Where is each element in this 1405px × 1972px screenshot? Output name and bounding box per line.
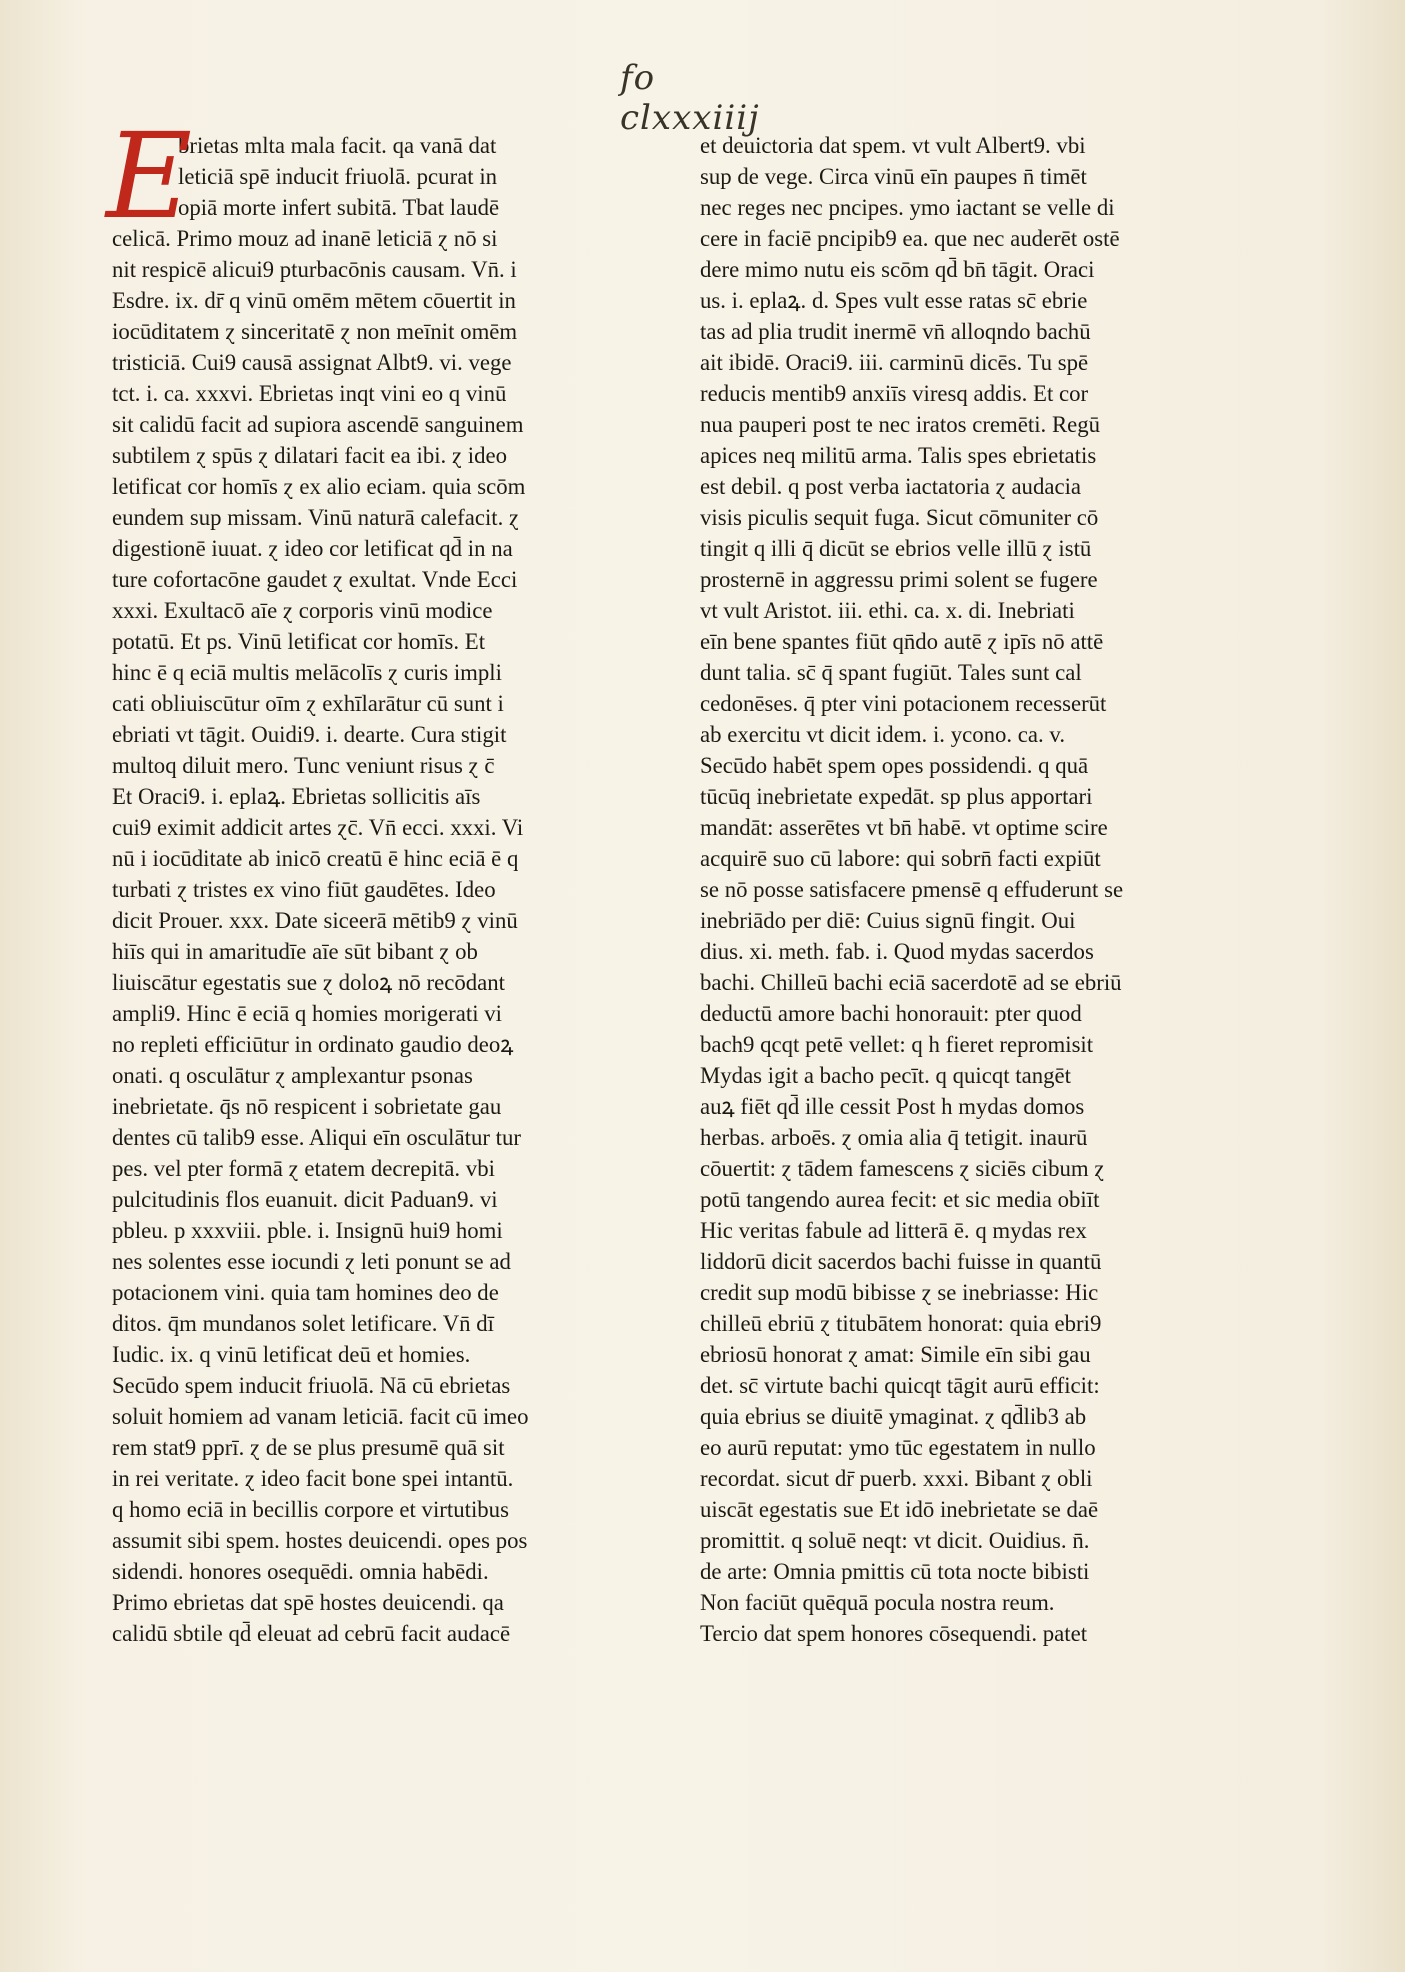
text-line: Mydas igit a bacho pecīt. q quicqt tangēt — [700, 1063, 1071, 1088]
text-line: auꝝ fiēt qd̄ ille cessit Post h mydas domos — [700, 1094, 1085, 1119]
text-line: vt vult Aristot. iii. ethi. ca. x. di. Inebriati — [700, 598, 1075, 623]
text-line: sidendi. honores osequēdi. omnia habēdi. — [112, 1559, 489, 1584]
text-line: de arte: Omnia pmittis cū tota nocte bibisti — [700, 1559, 1090, 1584]
text-line: ab exercitu vt dicit idem. i. ycono. ca. v. — [700, 722, 1066, 747]
text-line: calidū sbtile qd̄ eleuat ad cebrū facit audacē — [112, 1621, 511, 1646]
text-line: q homo eciā in becillis corpore et virtutibus — [112, 1497, 509, 1522]
text-line: onati. q osculātur ɀ amplexantur psonas — [112, 1063, 473, 1088]
text-line: prosternē in aggressu primi solent se fugere — [700, 567, 1098, 592]
text-line: cōuertit: ɀ tādem famescens ɀ siciēs cibum ɀ — [700, 1156, 1105, 1181]
text-line: celicā. Primo mouz ad inanē leticiā ɀ nō si — [112, 226, 498, 251]
text-line: visis piculis sequit fuga. Sicut cōmuniter cō — [700, 505, 1099, 530]
text-line: Secūdo spem inducit friuolā. Nā cū ebrietas — [112, 1373, 511, 1398]
text-line: Et Oraci9. i. eplaꝝ. Ebrietas sollicitis aīs — [112, 784, 481, 809]
text-line: est debil. q post verba iactatoria ɀ audacia — [700, 474, 1082, 499]
text-line: cati obliuiscūtur oīm ɀ exhīlarātur cū sunt i — [112, 691, 504, 716]
text-line: letificat cor homīs ɀ ex alio eciam. quia scōm — [112, 474, 526, 499]
text-line: Hic veritas fabule ad litterā ē. q mydas rex — [700, 1218, 1087, 1243]
text-line: deductū amore bachi honorauit: pter quod — [700, 1001, 1082, 1026]
text-line: se nō posse satisfacere pmensē q effuderunt se — [700, 877, 1124, 902]
text-line: inebriādo per diē: Cuius signū fingit. Oui — [700, 908, 1076, 933]
text-line: herbas. arboēs. ɀ omia alia q̄ tetigit. inaurū — [700, 1125, 1088, 1150]
text-line: det. sc̄ virtute bachi quicqt tāgit aurū efficit: — [700, 1373, 1100, 1398]
text-line: liuiscātur egestatis sue ɀ doloꝝ nō recōdant — [112, 970, 506, 995]
text-line: ture cofortacōne gaudet ɀ exultat. Vnde Ecci — [112, 567, 518, 592]
red-initial-letter: E — [106, 107, 193, 245]
text-line: brietas mlta mala facit. qa vanā dat — [178, 133, 497, 158]
text-line: subtilem ɀ spūs ɀ dilatari facit ea ibi. ɀ ideo — [112, 443, 508, 468]
text-line: bach9 qcqt petē vellet: q h fieret repromisit — [700, 1032, 1094, 1057]
text-line: Non faciūt quēquā pocula nostra reum. — [700, 1590, 1055, 1615]
text-line: acquirē suo cū labore: qui sobrn̄ facti expiūt — [700, 846, 1101, 871]
text-line: xxxi. Exultacō aīe ɀ corporis vinū modice — [112, 598, 493, 623]
right-text-column — [700, 130, 1180, 1649]
text-line: reducis mentib9 anxiīs viresq addis. Et cor — [700, 381, 1089, 406]
text-line: Tercio dat spem honores cōsequendi. patet — [700, 1621, 1088, 1646]
text-line: digestionē iuuat. ɀ ideo cor letificat qd̄ in na — [112, 536, 513, 561]
folio-number: fo clxxxiiij — [620, 58, 760, 138]
text-line: sup de vege. Circa vinū eīn paupes n̄ timēt — [700, 164, 1087, 189]
text-line: nit respicē alicui9 pturbacōnis causam. Vn̄. i — [112, 257, 517, 282]
text-line: tristiciā. Cui9 causā assignat Albt9. vi. vege — [112, 350, 512, 375]
text-line: dentes cū talib9 esse. Aliqui eīn osculātur tur — [112, 1125, 521, 1150]
text-line: Primo ebrietas dat spē hostes deuicendi. qa — [112, 1590, 504, 1615]
text-line: dere mimo nutu eis scōm qd̄ bn̄ tāgit. Oraci — [700, 257, 1095, 282]
text-line: ebriati vt tāgit. Ouidi9. i. dearte. Cura stigit — [112, 722, 507, 747]
text-line: ebriosū honorat ɀ amat: Simile eīn sibi gau — [700, 1342, 1091, 1367]
text-line: apices neq militū arma. Talis spes ebrietatis — [700, 443, 1097, 468]
text-line: tūcūq inebrietate expedāt. sp plus apportari — [700, 784, 1093, 809]
text-line: hinc ē q eciā multis melācolīs ɀ curis impli — [112, 660, 502, 685]
text-line: leticiā spē inducit friuolā. pcurat in — [178, 164, 498, 189]
text-line: potacionem vini. quia tam homines deo de — [112, 1280, 499, 1305]
text-line: ditos. q̄m mundanos solet letificare. Vn̄ dī — [112, 1311, 495, 1336]
text-line: tingit q illi q̄ dicūt se ebrios velle illū ɀ istū — [700, 536, 1092, 561]
text-line: us. i. eplaꝝ. d. Spes vult esse ratas sc̄ ebrie — [700, 288, 1088, 313]
text-line: nua pauperi post te nec iratos cremēti. Regū — [700, 412, 1101, 437]
text-line: ampli9. Hinc ē eciā q homies morigerati vi — [112, 1001, 502, 1026]
text-line: nū i iocūditate ab inicō creatū ē hinc eciā ē q — [112, 846, 519, 871]
text-line: soluit homiem ad vanam leticiā. facit cū imeo — [112, 1404, 529, 1429]
text-line: pes. vel pter formā ɀ etatem decrepitā. vbi — [112, 1156, 495, 1181]
text-line: nec reges nec pncipes. ymo iactant se velle di — [700, 195, 1115, 220]
text-line: eo aurū reputat: ymo tūc egestatem in nullo — [700, 1435, 1096, 1460]
text-line: tct. i. ca. xxxvi. Ebrietas inqt vini eo q vinū — [112, 381, 507, 406]
text-line: dunt talia. sc̄ q̄ spant fugiūt. Tales sunt cal — [700, 660, 1082, 685]
text-line: rem stat9 pprī. ɀ de se plus presumē quā sit — [112, 1435, 505, 1460]
text-line: nes solentes esse iocundi ɀ leti ponunt se ad — [112, 1249, 511, 1274]
text-line: quia ebrius se diuitē ymaginat. ɀ qd̄lib3 ab — [700, 1404, 1087, 1429]
text-line: dicit Prouer. xxx. Date siceerā mētib9 ɀ vinū — [112, 908, 518, 933]
text-line: credit sup modū bibisse ɀ se inebriasse: Hic — [700, 1280, 1099, 1305]
text-line: pbleu. p xxxviii. pble. i. Insignū hui9 homi — [112, 1218, 503, 1243]
text-line: hiīs qui in amaritudīe aīe sūt bibant ɀ ob — [112, 939, 478, 964]
text-line: assumit sibi spem. hostes deuicendi. opes pos — [112, 1528, 528, 1553]
text-line: iocūditatem ɀ sinceritatē ɀ non meīnit omēm — [112, 319, 518, 344]
text-line: uiscāt egestatis sue Et idō inebrietate se daē — [700, 1497, 1099, 1522]
text-line: Secūdo habēt spem opes possidendi. q quā — [700, 753, 1089, 778]
text-line: dius. xi. meth. fab. i. Quod mydas sacerdos — [700, 939, 1094, 964]
text-line: turbati ɀ tristes ex vino fiūt gaudētes. Ideo — [112, 877, 496, 902]
text-line: mandāt: asserētes vt bn̄ habē. vt optime scire — [700, 815, 1108, 840]
text-line: sit calidū facit ad supiora ascendē sanguinem — [112, 412, 524, 437]
text-line: eīn bene spantes fiūt qn̄do autē ɀ ipīs nō attē — [700, 629, 1104, 654]
text-line: potū tangendo aurea fecit: et sic media obiīt — [700, 1187, 1100, 1212]
text-line: ait ibidē. Oraci9. iii. carminū dicēs. Tu spē — [700, 350, 1089, 375]
text-line: opiā morte infert subitā. Tbat laudē — [178, 195, 500, 220]
text-line: in rei veritate. ɀ ideo facit bone spei intantū. — [112, 1466, 514, 1491]
text-line: no repleti efficiūtur in ordinato gaudio deoꝝ — [112, 1032, 514, 1057]
text-line: liddorū dicit sacerdos bachi fuisse in quantū — [700, 1249, 1102, 1274]
text-line: promittit. q soluē neqt: vt dicit. Ouidius. n̄. — [700, 1528, 1090, 1553]
left-text-column — [106, 107, 592, 1649]
text-line: recordat. sicut dr̄ puerb. xxxi. Bibant ɀ obli — [700, 1466, 1093, 1491]
text-line: chilleū ebriū ɀ titubātem honorat: quia ebri9 — [700, 1311, 1102, 1336]
text-line: pulcitudinis flos euanuit. dicit Paduan9. vi — [112, 1187, 498, 1212]
text-line: Iudic. ix. q vinū letificat deū et homies. — [112, 1342, 471, 1367]
text-line: multoq diluit mero. Tunc veniunt risus ɀ c̄ — [112, 753, 495, 778]
text-line: Esdre. ix. dr̄ q vinū omēm mētem cōuertit in — [112, 288, 516, 313]
text-line: et deuictoria dat spem. vt vult Albert9. vbi — [700, 133, 1086, 158]
text-line: inebrietate. q̄s nō respicent i sobrietate gau — [112, 1094, 502, 1119]
text-line: bachi. Chilleū bachi eciā sacerdotē ad se ebriū — [700, 970, 1122, 995]
text-line: eundem sup missam. Vinū naturā calefacit. ɀ — [112, 505, 520, 530]
text-line: tas ad plia trudit inermē vn̄ alloqndo bachū — [700, 319, 1091, 344]
text-line: potatū. Et ps. Vinū letificat cor homīs. Et — [112, 629, 486, 654]
text-line: cere in faciē pncipib9 ea. que nec auderēt ostē — [700, 226, 1120, 251]
text-line: cedonēses. q̄ pter vini potacionem recesserūt — [700, 691, 1107, 716]
text-line: cui9 eximit addicit artes ɀc̄. Vn̄ ecci. xxxi. Vi — [112, 815, 524, 840]
